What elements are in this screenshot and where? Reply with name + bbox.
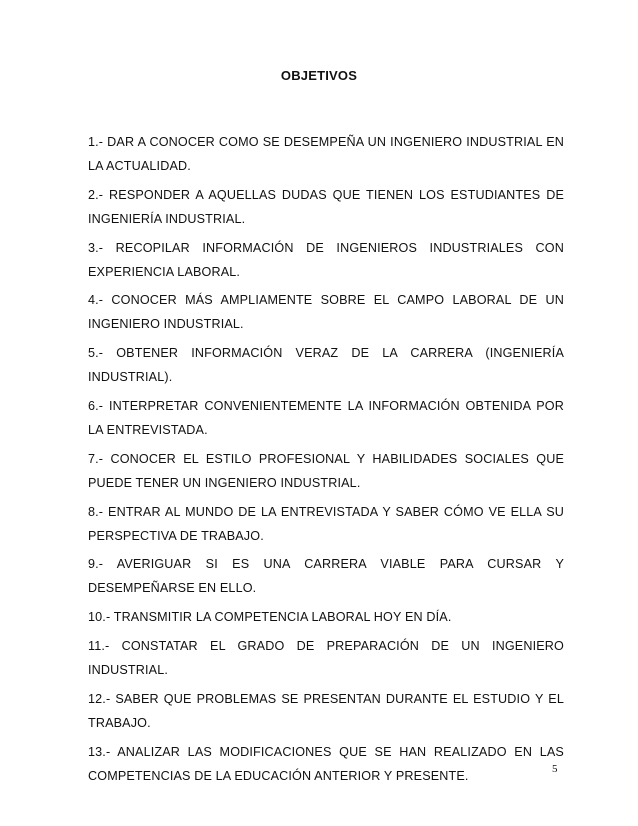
page-title: OBJETIVOS bbox=[280, 68, 358, 83]
objective-item: 11.- CONSTATAR EL GRADO DE PREPARACIÓN DE UN INGENIERO INDUSTRIAL. bbox=[88, 638, 564, 677]
objective-item: 7.- CONOCER EL ESTILO PROFESIONAL Y HABILIDADES SOCIALES QUE PUEDE TENER UN INGENIERO INDUSTRIAL. bbox=[88, 451, 564, 490]
objective-item: 9.- AVERIGUAR SI ES UNA CARRERA VIABLE PARA CURSAR Y DESEMPEÑARSE EN ELLO. bbox=[88, 557, 564, 596]
objective-item: 4.- CONOCER MÁS AMPLIAMENTE SOBRE EL CAMPO LABORAL DE UN INGENIERO INDUSTRIAL. bbox=[88, 293, 564, 332]
objective-item: 12.- SABER QUE PROBLEMAS SE PRESENTAN DURANTE EL ESTUDIO Y EL TRABAJO. bbox=[88, 691, 564, 730]
objective-item: 2.- RESPONDER A AQUELLAS DUDAS QUE TIENEN LOS ESTUDIANTES DE INGENIERÍA INDUSTRIAL. bbox=[88, 187, 564, 226]
objective-item: 10.- TRANSMITIR LA COMPETENCIA LABORAL HOY EN DÍA. bbox=[88, 610, 452, 625]
objective-item: 3.- RECOPILAR INFORMACIÓN DE INGENIEROS INDUSTRIALES CON EXPERIENCIA LABORAL. bbox=[88, 240, 564, 279]
objective-item: 8.- ENTRAR AL MUNDO DE LA ENTREVISTADA Y SABER CÓMO VE ELLA SU PERSPECTIVA DE TRABAJO. bbox=[88, 504, 564, 543]
objective-item: 13.- ANALIZAR LAS MODIFICACIONES QUE SE HAN REALIZADO EN LAS COMPETENCIAS DE LA EDUCACIÓN ANTERIOR Y PRESENTE. bbox=[88, 744, 564, 783]
objective-item: 5.- OBTENER INFORMACIÓN VERAZ DE LA CARRERA (INGENIERÍA INDUSTRIAL). bbox=[88, 346, 564, 385]
objective-item: 1.- DAR A CONOCER COMO SE DESEMPEÑA UN INGENIERO INDUSTRIAL EN LA ACTUALIDAD. bbox=[88, 135, 564, 173]
page-number: 5 bbox=[552, 763, 558, 775]
objectives-list bbox=[88, 130, 564, 792]
objective-item: 6.- INTERPRETAR CONVENIENTEMENTE LA INFORMACIÓN OBTENIDA POR LA ENTREVISTADA. bbox=[88, 398, 564, 437]
